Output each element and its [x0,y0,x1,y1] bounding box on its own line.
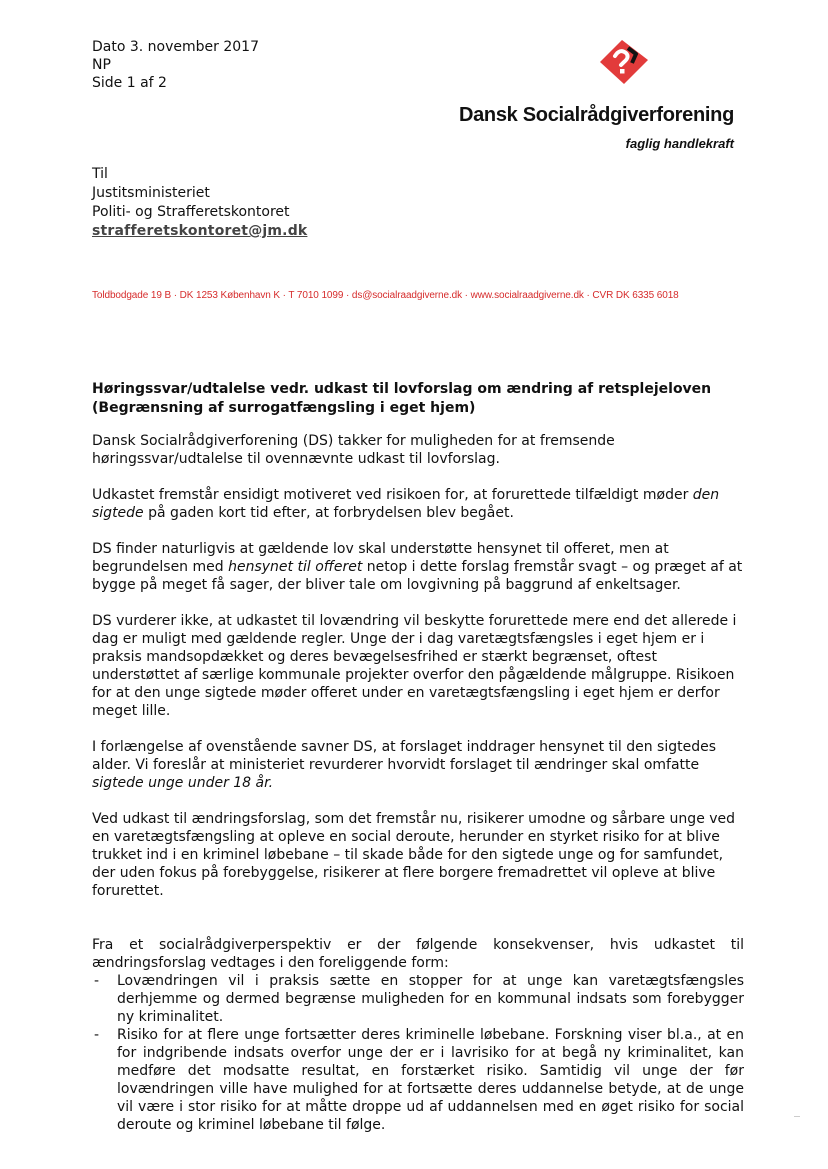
page-number: Side 1 af 2 [92,75,167,91]
paragraph-5: I forlængelse af ovenstående savner DS, at forslaget inddrager hensynet til den sigtedes alder. Vi foreslår at ministeriet revurderer hvorvidt forslaget til ændringer skal omfatte sigtede unge under 18 år. [92,739,717,791]
paragraph-3: DS finder naturligvis at gældende lov skal understøtte hensynet til offeret, men at begrundelsen med hensynet til offeret netop i dette forslag fremstår svagt – og præget af at bygge på meget få sager, der bliver tale om lovgivning på baggrund af enkeltsager. [92,541,743,593]
organization-tagline: faglig handlekraft [625,136,734,151]
document-meta [92,38,259,92]
subject-line-1: Høringssvar/udtalelse vedr. udkast til lovforslag om ændring af retsplejeloven [92,381,712,397]
list-item: - Risiko for at flere unge fortsætter deres kriminelle løbebane. Forskning viser bl.a., at en for indgribende indsats overfor unge der er i lavrisiko for at begå ny kriminalitet, kan medføre det modsatte resultat, en forstærket risiko. Samtidig vil unge der før lovændringen ville have mulighed for at fortsætte deres uddannelse betyde, at de unge vil være i stor risiko for at måtte droppe ud af uddannelsen med en øget risiko for social deroute og kriminel løbebane til følge. [94,1027,744,1133]
list-item: - Lovændringen vil i praksis sætte en stopper for at unge kan varetægtsfængsles derhjemme og dermed begrænse muligheden for en kommunal indsats som forebygger ny kriminalitet. [94,973,744,1025]
recipient-email-link[interactable]: strafferetskontoret@jm.dk [92,223,308,239]
letter-subject [92,380,752,418]
letter-body [92,432,744,1134]
organization-name: Dansk Socialrådgiverforening [458,104,734,126]
paragraph-6: Ved udkast til ændringsforslag, som det fremstår nu, risikerer umodne og sårbare unge ved en varetægtsfængsling at opleve en social deroute, herunder en styrket risiko for at blive trukket ind i en kriminel løbebane – til skade både for den sigtede unge og for samfundet, der uden fokus på forebyggelse, risikerer at flere borgere fremadrettet vil opleve at blive forurettet. [92,811,736,899]
consequences-list [92,972,744,1134]
recipient-office: Politi- og Strafferetskontoret [92,204,290,220]
ds-logo-icon [594,38,652,86]
recipient-ministry: Justitsministeriet [92,185,210,201]
scan-mark [794,1116,800,1117]
paragraph-2: Udkastet fremstår ensidigt motiveret ved risikoen for, at forurettede tilfældigt møder den sigtede på gaden kort tid efter, at forbrydelsen blev begået. [92,487,720,521]
paragraph-1: Dansk Socialrådgiverforening (DS) takker for muligheden for at fremsende høringssvar/udtalelse til ovennævnte udkast til lovforslag. [92,433,615,467]
paragraph-7: Fra et socialrådgiverperspektiv er der følgende konsekvenser, hvis udkastet til ændringsforslag vedtages i den foreliggende form: [92,937,744,971]
document-date: Dato 3. november 2017 [92,39,259,55]
recipient-block [92,165,307,241]
subject-line-2: (Begrænsning af surrogatfængsling i eget hjem) [92,400,476,416]
paragraph-4: DS vurderer ikke, at udkastet til lovændring vil beskytte forurettede mere end det allerede i dag er muligt med gældende regler. Unge der i dag varetægtsfængsles i eget hjem er i praksis mandsopdækket og deres bevægelsesfrihed er stærkt begrænset, oftest understøttet af særlige kommunale projekter overfor den pågældende målgruppe. Risikoen for at den unge sigtede møder offeret under en varetægtsfængsling i eget hjem er derfor meget lille. [92,613,737,719]
author-initials: NP [92,57,111,73]
organization-address-line: Toldbodgade 19 B · DK 1253 København K · T 7010 1099 · ds@socialraadgiverne.dk · www.socialraadgiverne.dk · CVR DK 6335 6018 [92,290,679,301]
recipient-to-label: Til [92,166,108,182]
